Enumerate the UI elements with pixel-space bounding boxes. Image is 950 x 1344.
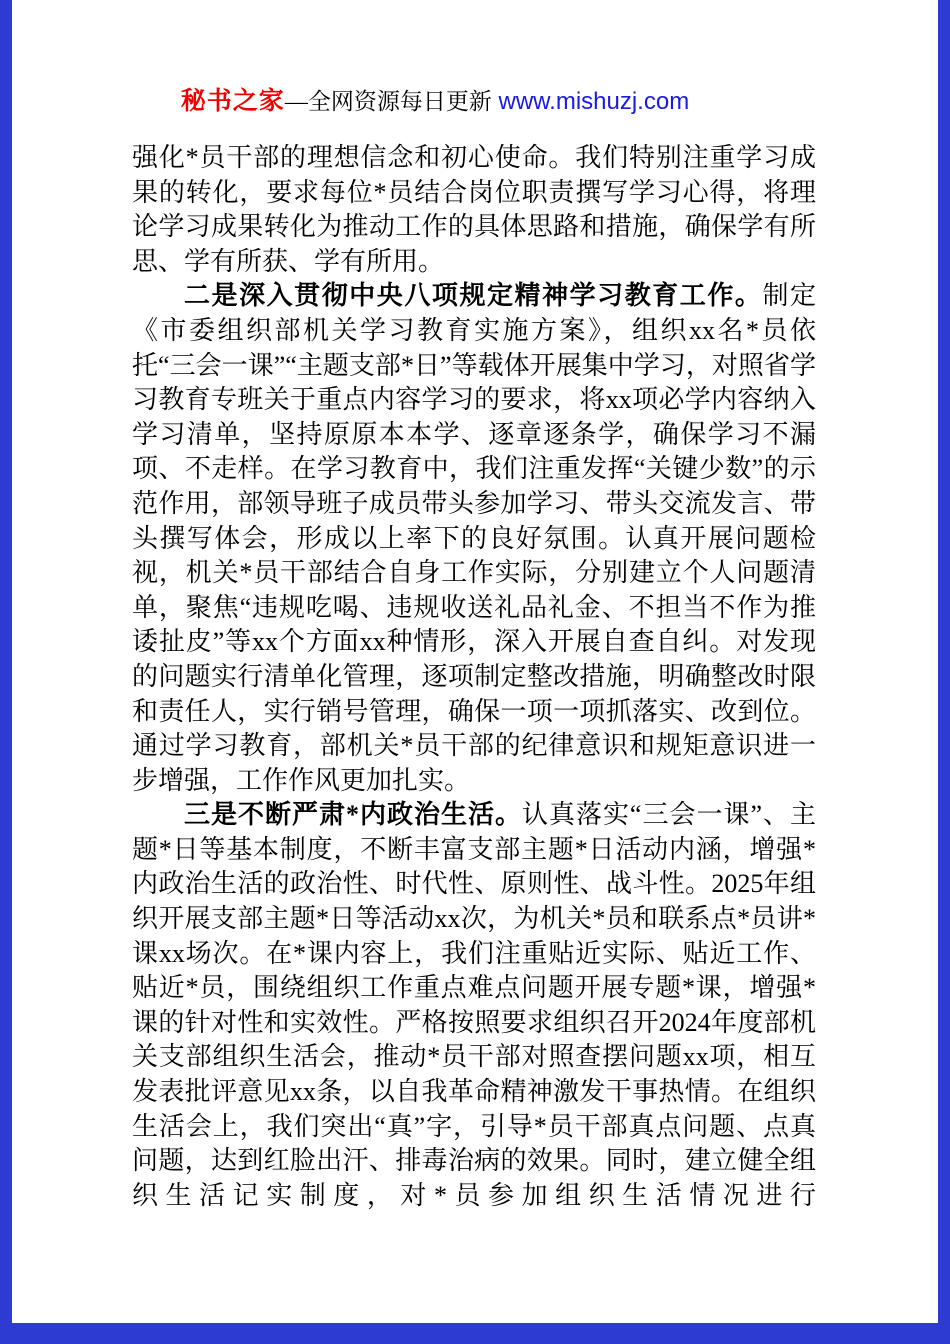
text-run: 强化*员干部的理想信念和初心使命。我们特别注重学习成果的转化，要求每位*员结合岗位职责撰写学习心得，将理论学习成果转化为推动工作的具体思路和措施，确保学有所思、学有所获、学有所用。 xyxy=(132,143,816,276)
paragraph-lead-bold: 三是不断严肃*内政治生活。 xyxy=(184,800,522,830)
viewer-background-left xyxy=(0,0,12,1344)
viewer-background-right xyxy=(938,0,950,1344)
text-run: 认真落实“三会一课”、主题*日等基本制度，不断丰富支部主题*日活动内涵，增强*内政治生活的政治性、时代性、原则性、战斗性。2025年组织开展支部主题*日等活动xx次，为机关*员和联系点*员讲*课xx场次。在*课内容上，我们注重贴近实际、贴近工作、贴近*员，围绕组织工作重点难点问题开展专题*课，增强*课的针对性和实效性。严格按照要求组织召开2024年度部机关支部组织生活会，推动*员干部对照查摆问题xx项，相互发表批评意见xx条，以自我革命精神激发干事热情。在组织生活会上，我们突出“真”字，引导*员干部真点问题、点真问题，达到红脸出汗、排毒治病的效果。同时，建立健全组织生活记实制度，对*员参加组织生活情况进行 xyxy=(132,800,816,1210)
paragraph xyxy=(132,798,816,1213)
viewer-background-bottom xyxy=(0,1323,950,1344)
paragraph xyxy=(132,141,816,279)
site-header xyxy=(0,87,910,117)
paragraph xyxy=(132,279,816,798)
site-tagline: —全网资源每日更新 xyxy=(284,89,492,114)
document-body xyxy=(132,141,816,1213)
site-name: 秘书之家 xyxy=(180,88,285,115)
text-run: 制定《市委组织部机关学习教育实施方案》，组织xx名*员依托“三会一课”“主题支部*日”等载体开展集中学习，对照省学习教育专班关于重点内容学习的要求，将xx项必学内容纳入学习清单，坚持原原本本学、逐章逐条学，确保学习不漏项、不走样。在学习教育中，我们注重发挥“关键少数”的示范作用，部领导班子成员带头参加学习、带头交流发言、带头撰写体会，形成以上率下的良好氛围。认真开展问题检视，机关*员干部结合自身工作实际，分别建立个人问题清单，聚焦“违规吃喝、违规收送礼品礼金、不担当不作为推诿扯皮”等xx个方面xx种情形，深入开展自查自纠。对发现的问题实行清单化管理，逐项制定整改措施，明确整改时限和责任人，实行销号管理，确保一项一项抓落实、改到位。通过学习教育，部机关*员干部的纪律意识和规矩意识进一步增强，工作作风更加扎实。 xyxy=(132,281,816,795)
site-url: www.mishuzj.com xyxy=(491,88,690,115)
paragraph-lead-bold: 二是深入贯彻中央八项规定精神学习教育工作。 xyxy=(184,281,763,311)
